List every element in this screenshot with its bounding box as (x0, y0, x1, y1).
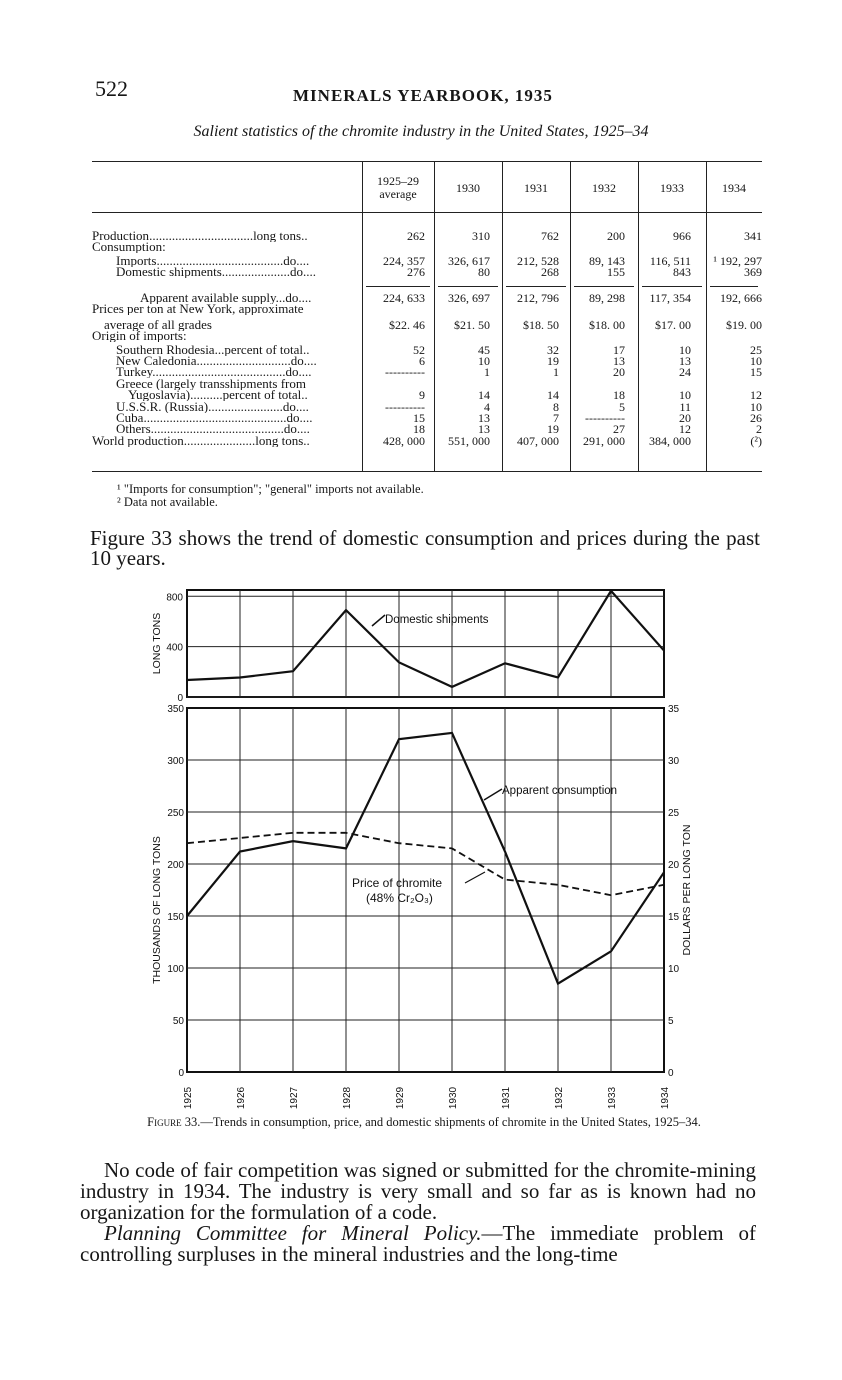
bottom-panel-right-axis-label: DOLLARS PER LONG TON (681, 824, 693, 956)
table-cell: 13 (478, 422, 490, 436)
table-cell: 117, 354 (649, 291, 691, 305)
table-cell: 551, 000 (448, 434, 490, 448)
footnote-2: ² Data not available. (117, 495, 218, 509)
subtotal-rule (710, 286, 758, 287)
top-panel-y-tick: 800 (166, 592, 183, 604)
column-header (434, 182, 502, 195)
table-cell: 10 (679, 343, 691, 357)
table-cell: 10 (750, 354, 762, 368)
running-title: MINERALS YEARBOOK, 1935 (293, 86, 553, 105)
table-cell: 155 (607, 265, 625, 279)
row-leader-dots: ............................................ (143, 412, 287, 424)
table-cell: 116, 511 (649, 254, 691, 268)
figure-33-chart (140, 582, 700, 1112)
row-label-text: Greece (largely transshipments from (116, 378, 306, 390)
row-label-text: Cuba (116, 412, 144, 424)
bottom-panel-left-tick: 250 (167, 808, 184, 819)
bottom-panel-right-tick: 35 (668, 704, 680, 715)
x-axis-year-label: 1931 (501, 1086, 512, 1110)
figure-caption-text: .—Trends in consumption, price, and domestic shipments of chromite in the United States, 1925–34. (197, 1115, 701, 1129)
table-caption: Salient statistics of the chromite industry in the United States, 1925–34 (193, 123, 649, 140)
table-cell: 407, 000 (517, 434, 559, 448)
column-header (364, 175, 432, 201)
page-number: 522 (95, 76, 128, 101)
bottom-panel-frame (187, 708, 664, 1072)
bottom-panel-right-tick: 15 (668, 912, 680, 923)
table-cell: 2 (756, 422, 762, 436)
table-cell: 8 (553, 400, 559, 414)
column-header-line: 1933 (660, 181, 684, 195)
table-cell: $18. 00 (589, 318, 625, 332)
figure-caption (88, 1116, 760, 1129)
table-cell: 14 (478, 388, 490, 402)
column-header-line: 1925–29 (377, 174, 419, 188)
table-cell: 13 (478, 411, 490, 425)
row-label (116, 423, 360, 435)
subtotal-rule (642, 286, 702, 287)
top-panel-frame (187, 590, 664, 697)
top-panel-y-axis-label: LONG TONS (151, 612, 163, 675)
row-unit: do.... (283, 255, 310, 267)
table-cell: 13 (679, 354, 691, 368)
table-cell: 1 (484, 365, 490, 379)
table-cell: $19. 00 (726, 318, 762, 332)
table-cell: 10 (679, 388, 691, 402)
table-cell: 212, 796 (517, 291, 559, 305)
price-of-chromite-leader (465, 872, 485, 883)
bottom-panel-left-tick: 200 (167, 860, 184, 871)
column-header (638, 182, 706, 195)
row-unit: percent of total.. (222, 389, 308, 401)
table-cell: 14 (547, 388, 559, 402)
row-leader-dots: ... (275, 292, 286, 304)
table-cell: 384, 000 (649, 434, 691, 448)
row-label-text: Yugoslavia) (128, 389, 191, 401)
x-axis-year-label: 1928 (342, 1086, 353, 1110)
price-of-chromite-label-grade: (48% Cr₂O₃) (366, 891, 433, 905)
row-leader-dots: ..................... (221, 266, 291, 278)
table-cell: 192, 666 (720, 291, 762, 305)
section-heading: Planning Committee for Mineral Policy. (104, 1221, 482, 1245)
table-cell: 19 (547, 354, 559, 368)
column-header (700, 182, 768, 195)
subtotal-rule (366, 286, 430, 287)
bottom-panel-right-tick: 0 (668, 1068, 674, 1079)
figure-label: Figure 33 (147, 1115, 198, 1129)
row-unit: do.... (286, 412, 313, 424)
row-unit: do.... (282, 401, 309, 413)
table-cell: 5 (619, 400, 625, 414)
row-label-text: Others (116, 423, 151, 435)
table-cell: 369 (744, 265, 762, 279)
row-label (128, 389, 360, 401)
row-leader-dots: ................................ (149, 230, 254, 242)
row-label (92, 330, 360, 342)
row-label-text: Domestic shipments (116, 266, 222, 278)
row-leader-dots: ... (214, 344, 225, 356)
table-cell: 12 (679, 422, 691, 436)
table-cell: 80 (478, 265, 490, 279)
table-header-rule (92, 212, 762, 213)
row-label-text: New Caledonia (116, 355, 197, 367)
table-cell: 52 (413, 343, 425, 357)
row-label-text: Consumption: (92, 241, 166, 253)
table-cell: ¹ 192, 297 (713, 254, 762, 268)
row-label (116, 366, 360, 378)
bottom-panel-right-tick: 30 (668, 756, 680, 767)
table-cell: 20 (679, 411, 691, 425)
row-label-text: Production (92, 230, 150, 242)
table-cell: 45 (478, 343, 490, 357)
table-cell: 843 (673, 265, 691, 279)
row-leader-dots: ............................. (196, 355, 291, 367)
row-leader-dots: ......................................... (152, 366, 286, 378)
body-text-1: No code of fair competition was signed or submitted for the chromite-mining industry in 1934. The industry is very small and so far as is known had no organization for the formulation of a code. (80, 1158, 756, 1224)
row-unit: do.... (285, 292, 312, 304)
row-leader-dots: ....................................... (156, 255, 284, 267)
bottom-panel-left-tick: 300 (167, 756, 184, 767)
table-top-rule (92, 161, 762, 162)
table-cell: 966 (673, 229, 691, 243)
table-cell: 9 (419, 388, 425, 402)
x-axis-year-label: 1925 (183, 1086, 194, 1110)
table-cell: $22. 46 (389, 318, 425, 332)
row-unit: do.... (290, 266, 317, 278)
table-cell: 6 (419, 354, 425, 368)
table-cell: $17. 00 (655, 318, 691, 332)
row-unit: long tons.. (253, 230, 308, 242)
table-cell: $21. 50 (454, 318, 490, 332)
table-cell: ---------- (585, 411, 625, 425)
row-leader-dots: ....................... (208, 401, 283, 413)
row-label-text: World production (92, 435, 184, 447)
subtotal-rule (506, 286, 566, 287)
bottom-panel-right-tick: 20 (668, 860, 680, 871)
bottom-panel-left-axis-label: THOUSANDS OF LONG TONS (151, 836, 163, 984)
bottom-panel-left-tick: 100 (167, 964, 184, 975)
bottom-panel-right-tick: 25 (668, 808, 680, 819)
apparent-consumption-label: Apparent consumption (502, 785, 618, 797)
bottom-panel-left-tick: 350 (167, 704, 184, 715)
table-cell: 15 (413, 411, 425, 425)
table-cell: 224, 633 (383, 291, 425, 305)
table-cell: 262 (407, 229, 425, 243)
row-label (92, 435, 360, 447)
footnote-1: ¹ "Imports for consumption"; "general" imports not available. (117, 482, 424, 496)
table-cell: 10 (750, 400, 762, 414)
row-label (116, 266, 360, 278)
table-cell: 89, 143 (589, 254, 625, 268)
table-cell: 428, 000 (383, 434, 425, 448)
table-cell: 224, 357 (383, 254, 425, 268)
body-paragraph (80, 1160, 756, 1265)
row-label-text: Apparent available supply (140, 292, 276, 304)
table-cell: 18 (613, 388, 625, 402)
table-cell: 310 (472, 229, 490, 243)
column-header-line: 1934 (722, 181, 746, 195)
bottom-panel-right-tick: 10 (668, 964, 680, 975)
top-panel-y-tick: 0 (177, 693, 183, 704)
x-axis-year-label: 1934 (660, 1086, 671, 1110)
table-cell: 1 (553, 365, 559, 379)
table-cell: 291, 000 (583, 434, 625, 448)
table-cell: 18 (413, 422, 425, 436)
column-header-line: 1931 (524, 181, 548, 195)
row-label-text: Imports (116, 255, 157, 267)
row-label-text: Origin of imports: (92, 330, 187, 342)
table-cell: 26 (750, 411, 762, 425)
subtotal-rule (438, 286, 498, 287)
column-header-line: average (379, 187, 417, 201)
table-cell: 19 (547, 422, 559, 436)
table-cell: 341 (744, 229, 762, 243)
table-cell: 11 (679, 400, 691, 414)
row-unit: percent of total.. (224, 344, 310, 356)
domestic-shipments-line (187, 591, 664, 687)
x-axis-year-label: 1929 (395, 1086, 406, 1110)
row-label-text: U.S.S.R. (Russia) (116, 401, 209, 413)
bottom-panel-left-tick: 50 (172, 1016, 184, 1027)
table-cell: ---------- (385, 400, 425, 414)
column-header-line: 1932 (592, 181, 616, 195)
table-cell: 10 (478, 354, 490, 368)
domestic-shipments-leader (372, 615, 385, 626)
x-axis-year-label: 1933 (607, 1086, 618, 1110)
top-panel-y-tick: 400 (166, 642, 183, 654)
row-leader-dots: ...................... (183, 435, 256, 447)
column-header (570, 182, 638, 195)
row-unit: long tons.. (255, 435, 310, 447)
row-leader-dots: .......... (190, 389, 223, 401)
row-label-text: Turkey (116, 366, 153, 378)
table-cell: 17 (613, 343, 625, 357)
row-unit: do.... (290, 355, 317, 367)
table-cell: 276 (407, 265, 425, 279)
table-cell: 15 (750, 365, 762, 379)
table-cell: (²) (750, 434, 762, 448)
table-cell: $18. 50 (523, 318, 559, 332)
bottom-panel-right-tick: 5 (668, 1016, 674, 1027)
table-cell: 762 (541, 229, 559, 243)
x-axis-year-label: 1927 (289, 1086, 300, 1110)
bottom-panel-left-tick: 0 (178, 1068, 184, 1079)
row-leader-dots: ......................................... (150, 423, 284, 435)
table-cell: 32 (547, 343, 559, 357)
table-cell: 27 (613, 422, 625, 436)
table-bottom-rule (92, 471, 762, 472)
bottom-panel-left-tick: 150 (167, 912, 184, 923)
row-label-text: Southern Rhodesia (116, 344, 215, 356)
table-cell: 7 (553, 411, 559, 425)
row-unit: do.... (283, 423, 310, 435)
table-cell: 25 (750, 343, 762, 357)
table-cell: ---------- (385, 365, 425, 379)
table-cell: 326, 697 (448, 291, 490, 305)
table-cell: 200 (607, 229, 625, 243)
table-cell: 20 (613, 365, 625, 379)
table-cell: 13 (613, 354, 625, 368)
intro-paragraph: Figure 33 shows the trend of domestic consumption and prices during the past 10 years. (90, 526, 760, 570)
table-cell: 268 (541, 265, 559, 279)
x-axis-year-label: 1926 (236, 1086, 247, 1110)
row-label (92, 241, 360, 253)
x-axis-year-label: 1932 (554, 1086, 565, 1110)
table-footnotes (117, 483, 424, 509)
table-cell: 4 (484, 400, 490, 414)
row-label (92, 303, 360, 315)
table-cell: 12 (750, 388, 762, 402)
row-label-text: Prices per ton at New York, approximate (92, 303, 304, 315)
body-text-2: —The immediate problem of controlling surpluses in the mineral industries and the long-time (80, 1221, 757, 1266)
row-unit: do.... (285, 366, 312, 378)
table-cell: 89, 298 (589, 291, 625, 305)
price-of-chromite-label: Price of chromite (352, 876, 443, 890)
column-header (502, 182, 570, 195)
domestic-shipments-label: Domestic shipments (385, 614, 489, 626)
subtotal-rule (574, 286, 634, 287)
apparent-consumption-leader (484, 789, 502, 800)
table-cell: 326, 617 (448, 254, 490, 268)
column-header-line: 1930 (456, 181, 480, 195)
table-cell: 24 (679, 365, 691, 379)
table-cell: 212, 528 (517, 254, 559, 268)
x-axis-year-label: 1930 (448, 1086, 459, 1110)
row-label-text: average of all grades (104, 319, 212, 331)
apparent-consumption-line (187, 733, 664, 984)
